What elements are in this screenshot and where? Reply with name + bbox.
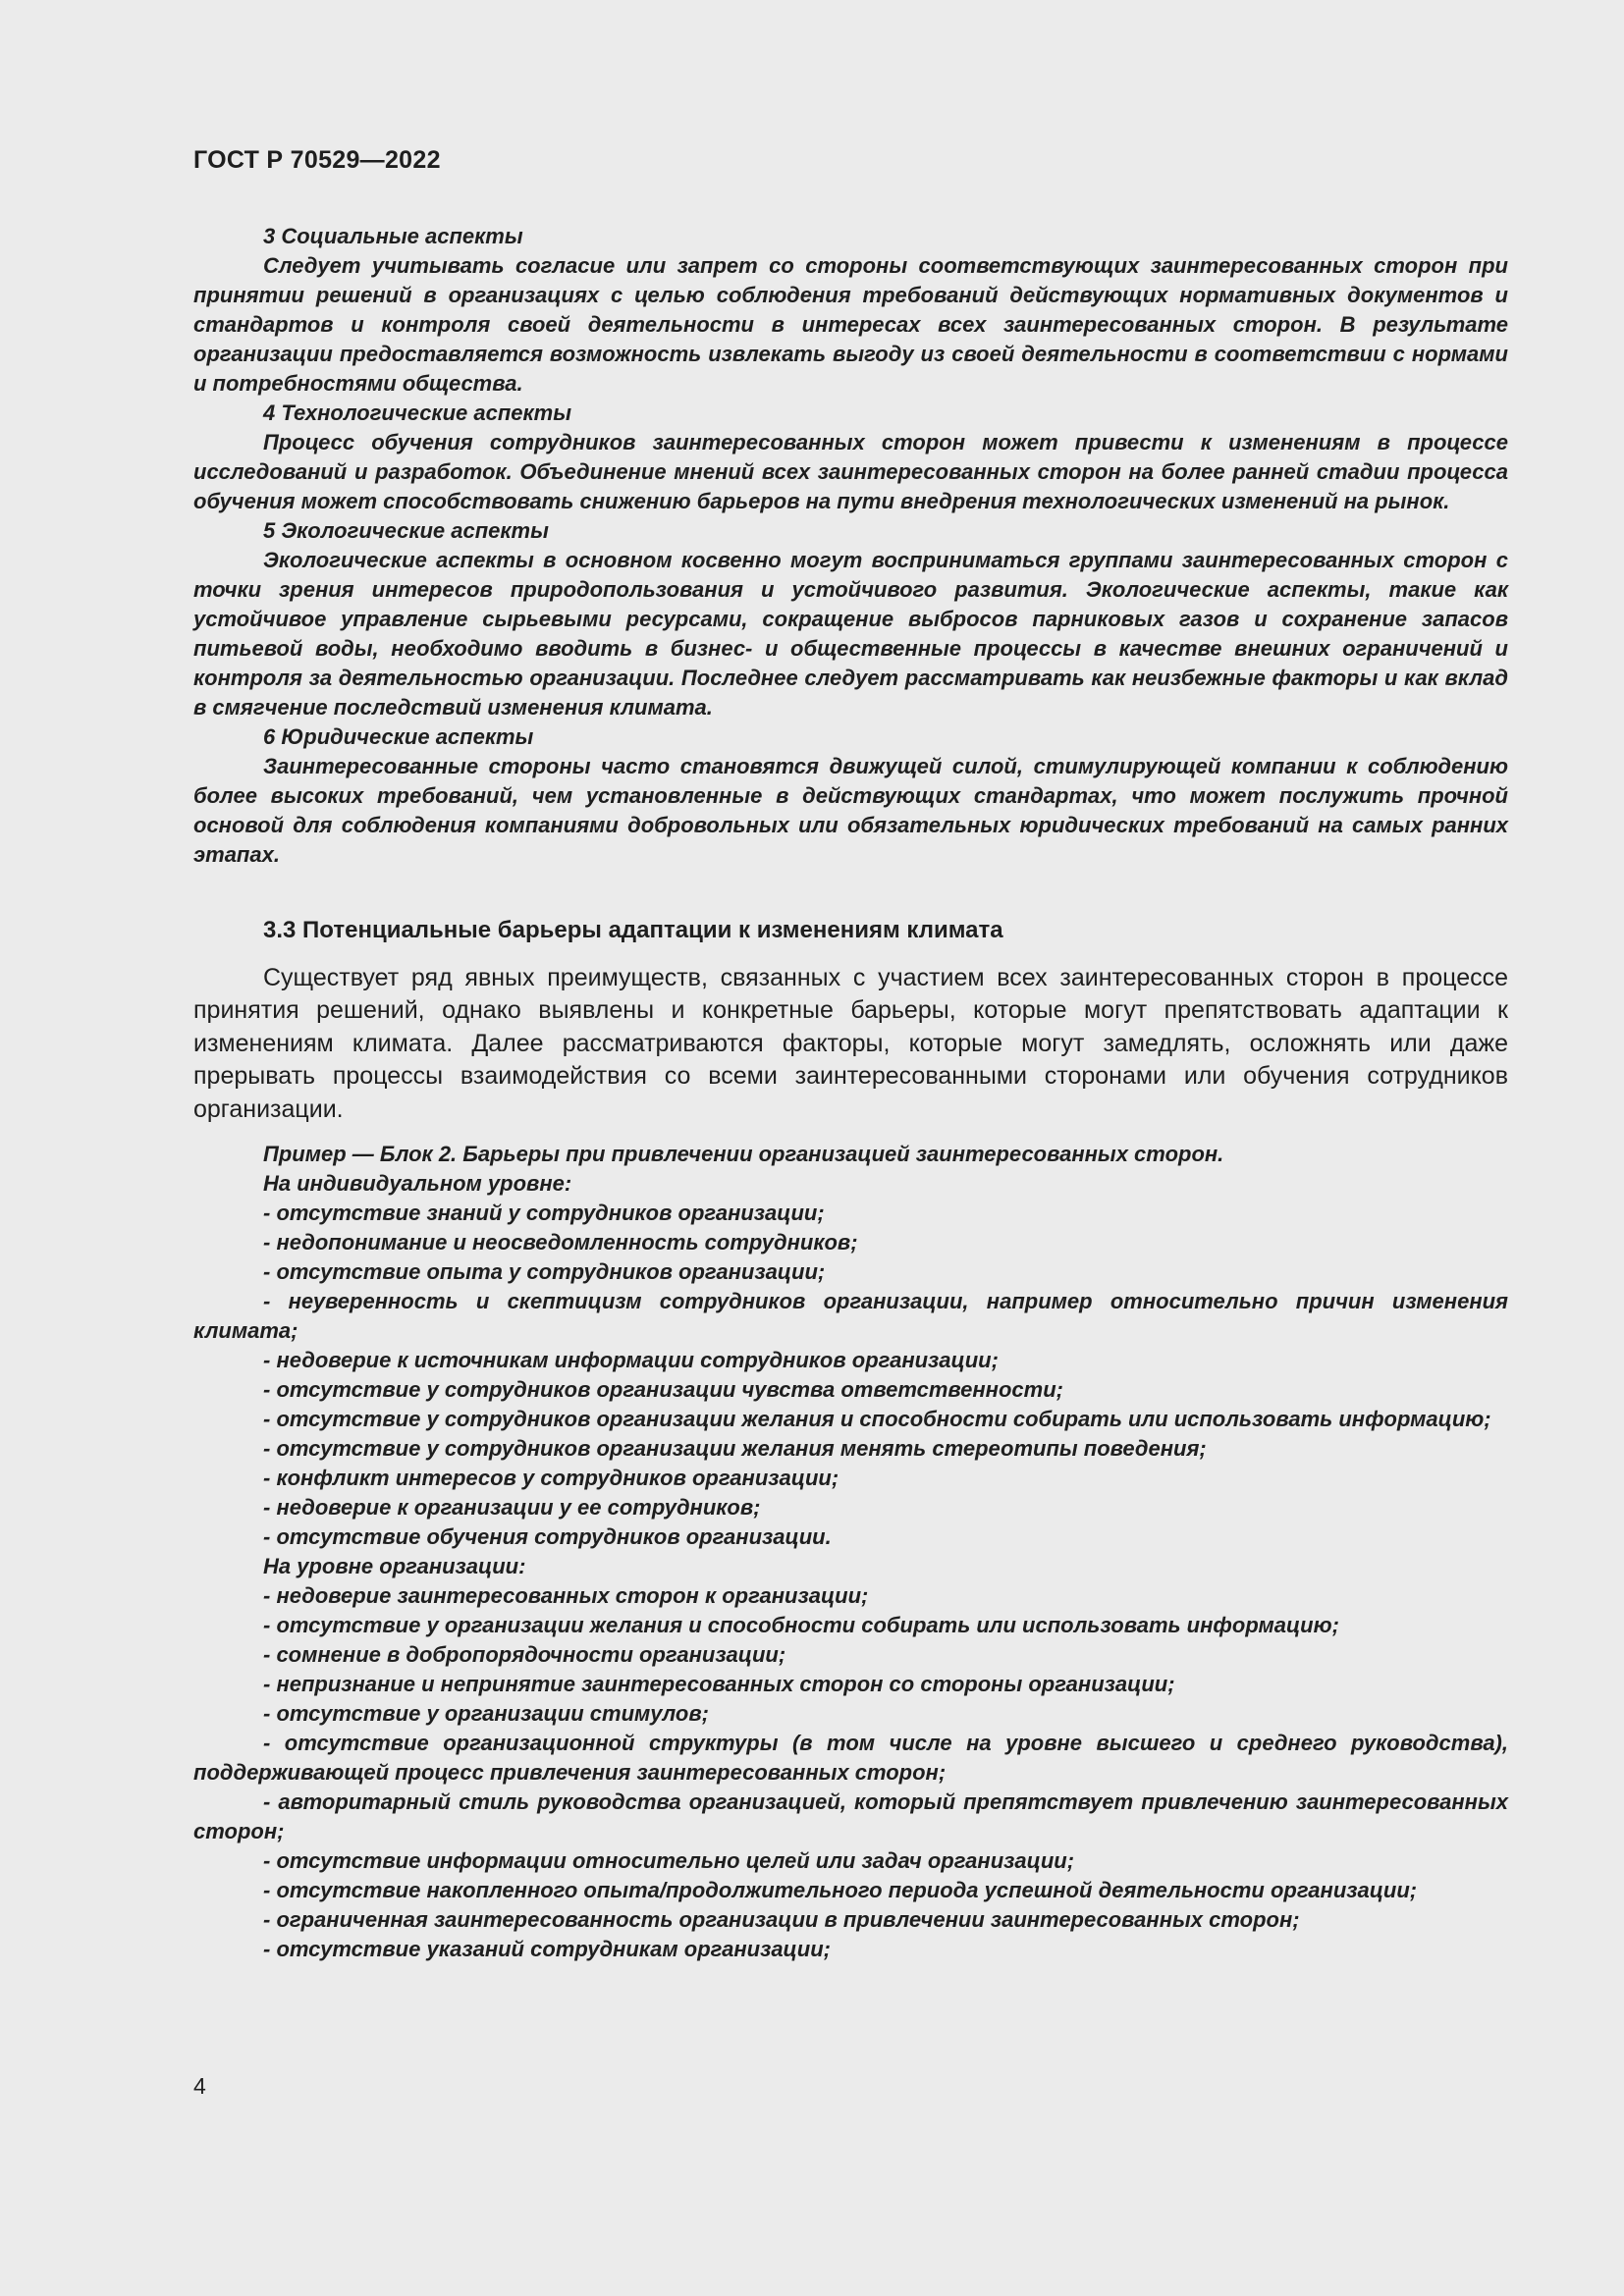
list-item: - непризнание и непринятие заинтересованных сторон со стороны организации; — [263, 1672, 1175, 1697]
page-number: 4 — [193, 2073, 206, 2099]
aspect-heading-legal: 6 Юридические аспекты — [263, 724, 534, 749]
list-item: - отсутствие у сотрудников организации желания менять стереотипы поведения; — [263, 1436, 1207, 1462]
aspect-heading-ecological: 5 Экологические аспекты — [263, 518, 549, 543]
list-item: - сомнение в добропорядочности организации; — [263, 1642, 786, 1668]
aspect-heading-technological: 4 Технологические аспекты — [263, 400, 572, 425]
list-item: - отсутствие накопленного опыта/продолжительного периода успешной деятельности организации; — [263, 1878, 1418, 1903]
aspect-text-social: Следует учитывать согласие или запрет со стороны соответствующих заинтересованных сторон при принятии решений в организациях с целью соблюдения требований действующих нормативных документов и стандартов и контроля своей деятельности в интересах всех заинтересованных сторон. В результате организации предоставляется возможность извлекать выгоду из своей деятельности в соответствии с нормами и потребностями общества. — [193, 253, 1508, 396]
list-item: - отсутствие опыта у сотрудников организации; — [263, 1259, 826, 1285]
list-item: - отсутствие у сотрудников организации желания и способности собирать или использовать информацию; — [263, 1407, 1491, 1432]
list-item: - неуверенность и скептицизм сотрудников организации, например относительно причин изменения климата; — [193, 1289, 1508, 1344]
section-title: 3.3 Потенциальные барьеры адаптации к изменениям климата — [263, 917, 1003, 943]
list-item: - отсутствие указаний сотрудникам организации; — [263, 1937, 831, 1962]
list-item: - недоверие к организации у ее сотрудников; — [263, 1495, 761, 1521]
list-item: - отсутствие у сотрудников организации чувства ответственности; — [263, 1377, 1063, 1403]
list-item: - конфликт интересов у сотрудников организации; — [263, 1466, 839, 1491]
aspects-block — [193, 222, 1508, 870]
list-item: - отсутствие знаний у сотрудников организации; — [263, 1201, 825, 1226]
example-title: Пример — Блок 2. Барьеры при привлечении организацией заинтересованных сторон. — [263, 1142, 1224, 1167]
section-paragraph: Существует ряд явных преимуществ, связанных с участием всех заинтересованных сторон в процессе принятия решений, однако выявлены и конкретные барьеры, которые могут препятствовать адаптации к изменениям климата. Далее рассматриваются факторы, которые могут замедлять, осложнять или даже прерывать процессы взаимодействия со всеми заинтересованными сторонами или обучения сотрудников организации. — [193, 964, 1508, 1123]
list-item: - недоверие к источникам информации сотрудников организации; — [263, 1348, 999, 1373]
list-item: - ограниченная заинтересованность организации в привлечении заинтересованных сторон; — [263, 1907, 1300, 1933]
aspect-text-ecological: Экологические аспекты в основном косвенно могут восприниматься группами заинтересованных сторон с точки зрения интересов природопользования и устойчивого развития. Экологические аспекты, такие как устойчивое управление сырьевыми ресурсами, сокращение выбросов парниковых газов и сохранение запасов питьевой воды, необходимо вводить в бизнес- и общественные процессы в качестве внешних ограничений и контроля за деятельностью организации. Последнее следует рассматривать как неизбежные факторы и как вклад в смягчение последствий изменения климата. — [193, 548, 1508, 720]
aspect-text-technological: Процесс обучения сотрудников заинтересованных сторон может привести к изменениям в процессе исследований и разработок. Объединение мнений всех заинтересованных сторон на более ранней стадии процесса обучения может способствовать снижению барьеров на пути внедрения технологических изменений на рынок. — [193, 430, 1508, 513]
document-header: ГОСТ Р 70529—2022 — [193, 146, 441, 174]
list-item: - отсутствие у организации желания и способности собирать или использовать информацию; — [263, 1613, 1339, 1638]
list-item: - недоверие заинтересованных сторон к организации; — [263, 1583, 869, 1609]
list-item: - авторитарный стиль руководства организацией, который препятствует привлечению заинтересованных сторон; — [193, 1789, 1508, 1844]
example-subheading-individual: На индивидуальном уровне: — [263, 1171, 572, 1197]
example-subheading-organization: На уровне организации: — [263, 1554, 526, 1579]
example-block — [193, 1140, 1508, 1964]
list-item: - отсутствие информации относительно целей или задач организации; — [263, 1848, 1075, 1874]
aspect-text-legal: Заинтересованные стороны часто становятся движущей силой, стимулирующей компании к соблюдению более высоких требований, чем установленные в действующих стандартах, что может послужить прочной основой для соблюдения компаниями добровольных или обязательных юридических требований на самых ранних этапах. — [193, 754, 1508, 867]
aspect-heading-social: 3 Социальные аспекты — [263, 224, 523, 248]
list-item: - отсутствие у организации стимулов; — [263, 1701, 709, 1727]
list-item: - недопонимание и неосведомленность сотрудников; — [263, 1230, 858, 1255]
list-item: - отсутствие обучения сотрудников организации. — [263, 1524, 832, 1550]
list-item: - отсутствие организационной структуры (в том числе на уровне высшего и среднего руководства), поддерживающей процесс привлечения заинтересованных сторон; — [193, 1731, 1508, 1786]
page-content — [193, 222, 1508, 1964]
